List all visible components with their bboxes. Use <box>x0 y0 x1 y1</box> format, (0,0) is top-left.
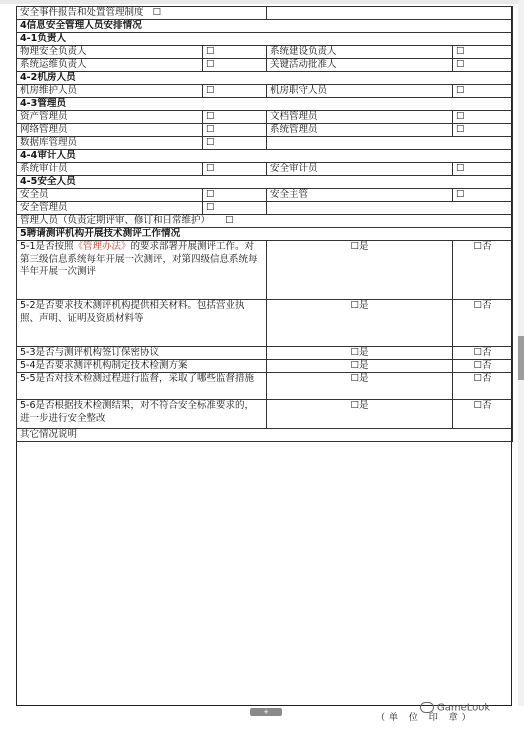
question-text: 5-2是否要求技术测评机构提供相关材料。包括营业执照、声明、证明及资质材料等 <box>17 300 267 347</box>
seal-label: （单 位 印 章） <box>376 713 475 723</box>
no-option[interactable]: ☐否 <box>453 373 513 400</box>
no-option[interactable]: ☐否 <box>453 300 513 347</box>
checkbox[interactable]: ☐ <box>203 137 267 150</box>
role-label: 系统审计员 <box>17 163 203 176</box>
checkbox[interactable]: ☐ <box>453 163 513 176</box>
role-label: 数据库管理员 <box>17 137 203 150</box>
checkbox[interactable]: ☐ <box>203 189 267 202</box>
role-label: 系统建设负责人 <box>267 46 453 59</box>
checkbox[interactable]: ☐ <box>203 59 267 72</box>
top-ruler <box>0 0 524 4</box>
table-row <box>17 85 513 98</box>
question-row <box>17 241 513 300</box>
checkbox[interactable]: ☐ <box>203 85 267 98</box>
question-text: 5-4是否要求测评机构制定技术检测方案 <box>17 360 267 373</box>
checkbox[interactable]: ☐ <box>203 111 267 124</box>
chat-bubble-icon <box>420 702 434 713</box>
table-row <box>17 59 513 72</box>
table-row <box>17 189 513 202</box>
table-row <box>17 7 513 20</box>
yes-option[interactable]: ☐是 <box>267 241 453 300</box>
role-label: 文档管理员 <box>267 111 453 124</box>
role-label: 网络管理员 <box>17 124 203 137</box>
table-row <box>17 124 513 137</box>
no-option[interactable]: ☐否 <box>453 360 513 373</box>
section-heading: 4信息安全管理人员安排情况 <box>17 20 513 33</box>
yes-option[interactable]: ☐是 <box>267 373 453 400</box>
row-label: 安全事件报告和处置管理制度 ☐ <box>17 7 267 20</box>
scrollbar-thumb[interactable] <box>518 336 524 380</box>
checkbox[interactable]: ☐ <box>203 46 267 59</box>
checkbox[interactable]: ☐ <box>453 59 513 72</box>
checkbox[interactable]: ☐ <box>453 111 513 124</box>
role-label: 系统运维负责人 <box>17 59 203 72</box>
other-notes-row <box>17 429 513 442</box>
question-text: 5-6是否根据技术检测结果，对不符合安全标准要求的，进一步进行安全整改 <box>17 400 267 429</box>
table-row <box>17 111 513 124</box>
subsection-heading: 4-2机房人员 <box>17 72 513 85</box>
table-row <box>17 202 513 215</box>
checkbox[interactable]: ☐ <box>203 124 267 137</box>
checkbox[interactable]: ☐ <box>203 163 267 176</box>
role-label: 系统管理员 <box>267 124 453 137</box>
yes-option[interactable]: ☐是 <box>267 300 453 347</box>
question-row <box>17 300 513 347</box>
checkbox[interactable]: ☐ <box>152 7 162 18</box>
role-label: 资产管理员 <box>17 111 203 124</box>
role-label: 安全员 <box>17 189 203 202</box>
table-row <box>17 137 513 150</box>
page-nav-button[interactable]: + <box>250 708 282 716</box>
table-row <box>17 215 513 228</box>
yes-option[interactable]: ☐是 <box>267 360 453 373</box>
yes-option[interactable]: ☐是 <box>267 400 453 429</box>
subsection-heading: 4-3管理员 <box>17 98 513 111</box>
other-notes-label: 其它情况说明 <box>20 429 78 440</box>
other-notes-field[interactable] <box>17 429 513 442</box>
question-text: 5-5是否对技术检测过程进行监督，采取了哪些监督措施 <box>17 373 267 400</box>
role-label: 物理安全负责人 <box>17 46 203 59</box>
checkbox[interactable]: ☐ <box>453 85 513 98</box>
question-row <box>17 347 513 360</box>
no-option[interactable]: ☐否 <box>453 347 513 360</box>
table-row <box>17 163 513 176</box>
role-label: 安全审计员 <box>267 163 453 176</box>
question-row <box>17 373 513 400</box>
section-heading: 5聘请测评机构开展技术测评工作情况 <box>17 228 513 241</box>
checkbox[interactable]: ☐ <box>453 124 513 137</box>
role-label: 机房维护人员 <box>17 85 203 98</box>
no-option[interactable]: ☐否 <box>453 400 513 429</box>
question-row <box>17 400 513 429</box>
question-row <box>17 360 513 373</box>
subsection-heading: 4-5安全人员 <box>17 176 513 189</box>
role-label: 安全主管 <box>267 189 453 202</box>
checkbox[interactable]: ☐ <box>453 189 513 202</box>
subsection-heading: 4-1负责人 <box>17 33 513 46</box>
table-row <box>17 46 513 59</box>
yes-option[interactable]: ☐是 <box>267 347 453 360</box>
checkbox[interactable]: ☐ <box>225 215 234 226</box>
no-option[interactable]: ☐否 <box>453 241 513 300</box>
role-label: 关键活动批准人 <box>267 59 453 72</box>
question-text: 5-3是否与测评机构签订保密协议 <box>17 347 267 360</box>
checkbox[interactable]: ☐ <box>453 46 513 59</box>
checkbox[interactable]: ☐ <box>203 202 267 215</box>
question-text: 5-1是否按照《管理办法》的要求部署开展测评工作。对第三级信息系统每年开展一次测评，对第四级信息系统每半年开展一次测评 <box>17 241 267 300</box>
role-label: 机房职守人员 <box>267 85 453 98</box>
watermark: GameLook <box>420 702 490 714</box>
assessment-table <box>16 6 513 442</box>
subsection-heading: 4-4审计人员 <box>17 150 513 163</box>
role-label: 安全管理员 <box>17 202 203 215</box>
role-label-wide: 管理人员（负责定期评审、修订和日常维护） ☐ <box>17 215 513 228</box>
